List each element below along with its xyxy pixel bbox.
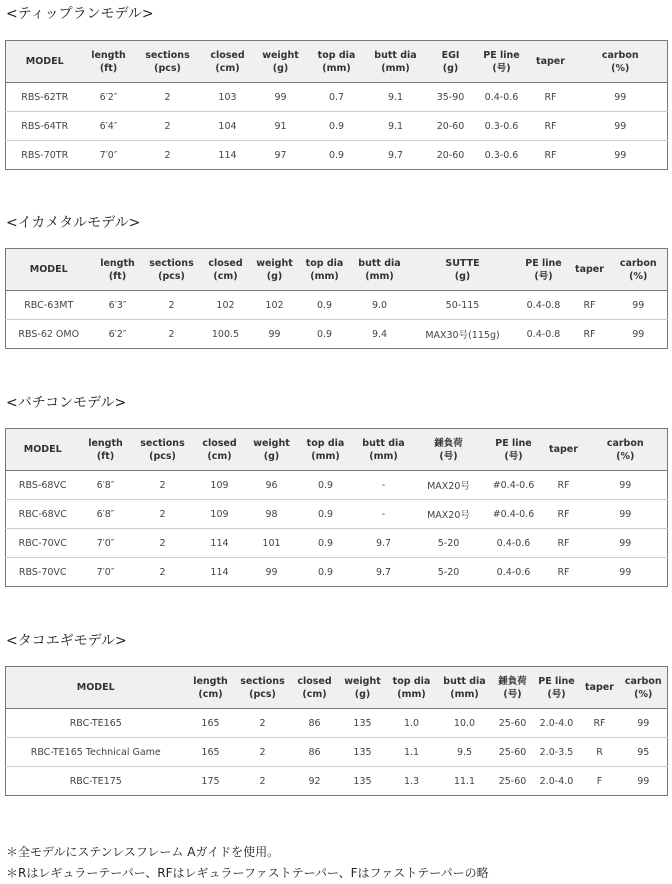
column-header-text: (ft) (96, 450, 115, 462)
column-header (200, 249, 252, 291)
spec-cell: 91 (254, 112, 308, 141)
column-header-text: MODEL (23, 444, 62, 455)
spec-cell: 25-60 (492, 709, 534, 738)
spec-cell: 99 (610, 291, 668, 320)
spec-cell: MAX20号 (414, 500, 484, 529)
spec-cell: 99 (584, 558, 668, 587)
column-header (476, 41, 528, 83)
table-row (6, 767, 668, 796)
section-title: <イカメタルモデル> (6, 215, 141, 231)
column-header (414, 429, 484, 471)
model-cell: RBC-TE165 Technical Game (6, 738, 186, 767)
column-header-text: length (88, 437, 123, 449)
column-header (298, 249, 352, 291)
header-row (6, 249, 668, 291)
column-header (290, 667, 340, 709)
spec-cell: MAX20号 (414, 471, 484, 500)
spec-cell: 0.4-0.6 (484, 529, 544, 558)
column-header-text: (号) (439, 450, 458, 462)
column-header-text: (pcs) (158, 270, 185, 282)
column-header-text: (号) (503, 688, 522, 700)
column-header (202, 41, 254, 83)
spec-cell: 99 (574, 83, 668, 112)
spec-cell: #0.4-0.6 (484, 471, 544, 500)
column-header-text: (g) (442, 62, 459, 74)
column-header (144, 249, 200, 291)
spec-cell: 103 (202, 83, 254, 112)
spec-cell: RF (544, 500, 584, 529)
model-cell: RBC-TE175 (6, 767, 186, 796)
column-header (354, 429, 414, 471)
spec-cell: 2 (134, 112, 202, 141)
column-header-text: closed (210, 49, 245, 61)
column-header-text: top dia (392, 675, 431, 687)
spec-cell: 96 (246, 471, 298, 500)
column-header (518, 249, 570, 291)
column-header-text: (号) (504, 450, 523, 462)
spec-cell: RF (570, 291, 610, 320)
column-header-text: PE line (538, 675, 575, 687)
spec-cell: 135 (340, 709, 386, 738)
column-header (134, 41, 202, 83)
spec-cell: 7′0″ (80, 529, 132, 558)
column-header-text: closed (297, 675, 332, 687)
spec-cell: #0.4-0.6 (484, 500, 544, 529)
header-row (6, 429, 668, 471)
section-title: <タコエギモデル> (6, 633, 127, 649)
spec-cell: 2 (144, 320, 200, 349)
spec-cell: 0.4-0.8 (518, 320, 570, 349)
column-header-text: (cm) (198, 688, 223, 700)
column-header (544, 429, 584, 471)
column-header-text: weight (344, 675, 381, 687)
table-row (6, 112, 668, 141)
column-header-text: taper (536, 56, 565, 67)
column-header (610, 249, 668, 291)
spec-cell: 9.7 (366, 141, 426, 170)
column-header-text: (g) (266, 270, 283, 282)
spec-cell: RF (528, 83, 574, 112)
column-header (6, 429, 80, 471)
model-cell: RBS-70VC (6, 558, 80, 587)
spec-cell: 99 (610, 320, 668, 349)
column-header-text: (号) (547, 688, 566, 700)
table-row (6, 500, 668, 529)
model-cell: RBC-63MT (6, 291, 92, 320)
column-header-text: taper (549, 444, 578, 455)
column-header-text: weight (253, 437, 290, 449)
column-header (84, 41, 134, 83)
spec-cell: 99 (252, 320, 298, 349)
column-header (584, 429, 668, 471)
spec-cell: 114 (202, 141, 254, 170)
spec-cell: 104 (202, 112, 254, 141)
section-title: <バチコンモデル> (6, 395, 127, 411)
spec-cell: 6′4″ (84, 112, 134, 141)
column-header-text: MODEL (76, 682, 115, 693)
column-header-text: (%) (611, 62, 630, 74)
spec-cell: 5-20 (414, 529, 484, 558)
model-cell: RBS-64TR (6, 112, 84, 141)
spec-cell: 1.3 (386, 767, 438, 796)
spec-cell: - (354, 500, 414, 529)
table-row (6, 738, 668, 767)
spec-cell: 95 (620, 738, 668, 767)
spec-cell: 109 (194, 500, 246, 529)
table-row (6, 558, 668, 587)
spec-cell: 0.9 (298, 558, 354, 587)
column-header (426, 41, 476, 83)
spec-cell: 9.1 (366, 83, 426, 112)
spec-cell: 2 (132, 558, 194, 587)
column-header-text: sections (240, 675, 285, 687)
column-header-text: (mm) (365, 270, 394, 282)
spec-cell: 20-60 (426, 112, 476, 141)
spec-cell: 0.3-0.6 (476, 141, 528, 170)
spec-cell: 0.7 (308, 83, 366, 112)
column-header (6, 249, 92, 291)
spec-cell: 165 (186, 709, 236, 738)
column-header (438, 667, 492, 709)
footnote: ＊全モデルにステンレスフレーム Aガイドを使用。 (6, 845, 280, 859)
table-row (6, 529, 668, 558)
spec-cell: 0.3-0.6 (476, 112, 528, 141)
column-header (352, 249, 408, 291)
spec-cell: 165 (186, 738, 236, 767)
column-header (6, 667, 186, 709)
spec-cell: 109 (194, 471, 246, 500)
spec-cell: RF (580, 709, 620, 738)
spec-cell: 6′8″ (80, 471, 132, 500)
column-header-text: PE line (525, 257, 562, 269)
spec-cell: 101 (246, 529, 298, 558)
column-header-text: (mm) (369, 450, 398, 462)
spec-cell: 10.0 (438, 709, 492, 738)
column-header (570, 249, 610, 291)
spec-cell: 7′0″ (84, 141, 134, 170)
column-header (366, 41, 426, 83)
spec-cell: 2 (132, 500, 194, 529)
model-cell: RBC-70VC (6, 529, 80, 558)
column-header-text: (mm) (322, 62, 351, 74)
spec-cell: 6′3″ (92, 291, 144, 320)
column-header (580, 667, 620, 709)
spec-cell: 6′2″ (84, 83, 134, 112)
spec-cell: 99 (584, 500, 668, 529)
spec-cell: 1.0 (386, 709, 438, 738)
spec-cell: 2 (132, 529, 194, 558)
spec-cell: 99 (620, 709, 668, 738)
spec-cell: - (354, 471, 414, 500)
column-header-text: closed (208, 257, 243, 269)
spec-cell: 0.9 (298, 500, 354, 529)
footnote: ＊Rはレギュラーテーパー、RFはレギュラーファストテーパー、Fはファストテーパーの略 (6, 866, 489, 880)
spec-cell: 0.4-0.6 (484, 558, 544, 587)
spec-cell: 6′8″ (80, 500, 132, 529)
column-header-text: sections (145, 49, 190, 61)
column-header-text: (号) (492, 62, 511, 74)
spec-cell: 99 (574, 141, 668, 170)
column-header-text: weight (262, 49, 299, 61)
spec-cell: 97 (254, 141, 308, 170)
column-header-text: (g) (263, 450, 280, 462)
column-header (340, 667, 386, 709)
column-header-text: butt dia (443, 675, 486, 687)
column-header (80, 429, 132, 471)
spec-cell: 102 (252, 291, 298, 320)
spec-cell: RF (544, 558, 584, 587)
column-header (6, 41, 84, 83)
spec-cell: 99 (574, 112, 668, 141)
spec-cell: 2 (236, 709, 290, 738)
column-header (484, 429, 544, 471)
model-cell: RBS-62TR (6, 83, 84, 112)
column-header-text: (pcs) (149, 450, 176, 462)
column-header (528, 41, 574, 83)
column-header-text: (g) (454, 270, 471, 282)
column-header-text: carbon (624, 675, 662, 687)
column-header-text: PE line (495, 437, 532, 449)
spec-cell: 2 (132, 471, 194, 500)
spec-cell: 100.5 (200, 320, 252, 349)
spec-cell: 25-60 (492, 738, 534, 767)
spec-cell: 25-60 (492, 767, 534, 796)
spec-cell: RF (544, 529, 584, 558)
column-header (194, 429, 246, 471)
column-header (492, 667, 534, 709)
spec-cell: 2.0-3.5 (534, 738, 580, 767)
spec-cell: 114 (194, 529, 246, 558)
spec-cell: 175 (186, 767, 236, 796)
header-row (6, 667, 668, 709)
spec-cell: 98 (246, 500, 298, 529)
spec-cell: 2 (236, 738, 290, 767)
table-row (6, 709, 668, 738)
spec-cell: 99 (584, 529, 668, 558)
spec-cell: 2 (134, 83, 202, 112)
column-header (386, 667, 438, 709)
column-header-text: (cm) (213, 270, 238, 282)
column-header-text: top dia (305, 257, 344, 269)
spec-cell: 0.9 (298, 291, 352, 320)
spec-cell: 9.7 (354, 529, 414, 558)
table-row (6, 320, 668, 349)
spec-cell: 9.5 (438, 738, 492, 767)
column-header-text: MODEL (29, 264, 68, 275)
spec-cell: 2.0-4.0 (534, 709, 580, 738)
spec-cell: 5-20 (414, 558, 484, 587)
spec-cell: 2.0-4.0 (534, 767, 580, 796)
column-header-text: length (193, 675, 228, 687)
column-header-text: (mm) (397, 688, 426, 700)
spec-cell: 2 (134, 141, 202, 170)
column-header (92, 249, 144, 291)
column-header (298, 429, 354, 471)
spec-cell: 0.9 (298, 471, 354, 500)
column-header-text: MODEL (25, 56, 64, 67)
spec-table-tiprun (5, 40, 668, 170)
column-header-text: (%) (629, 270, 648, 282)
column-header-text: (ft) (108, 270, 127, 282)
model-cell: RBC-68VC (6, 500, 80, 529)
column-header-text: (pcs) (249, 688, 276, 700)
spec-cell: 9.4 (352, 320, 408, 349)
header-row (6, 41, 668, 83)
column-header (246, 429, 298, 471)
column-header-text: carbon (606, 437, 644, 449)
column-header-text: (%) (634, 688, 653, 700)
column-header-text: sections (140, 437, 185, 449)
spec-cell: 11.1 (438, 767, 492, 796)
spec-cell: 0.9 (308, 141, 366, 170)
spec-cell: 35-90 (426, 83, 476, 112)
column-header-text: carbon (619, 257, 657, 269)
column-header-text: sections (149, 257, 194, 269)
spec-cell: 102 (200, 291, 252, 320)
spec-table-bachikon (5, 428, 668, 587)
spec-cell: RF (528, 112, 574, 141)
spec-cell: 7′0″ (80, 558, 132, 587)
column-header-text: butt dia (362, 437, 405, 449)
column-header-text: (cm) (302, 688, 327, 700)
column-header (254, 41, 308, 83)
spec-cell: 9.7 (354, 558, 414, 587)
column-header-text: SUTTE (445, 257, 480, 269)
table-row (6, 291, 668, 320)
column-header-text: taper (585, 682, 614, 693)
spec-cell: RF (544, 471, 584, 500)
spec-cell: RF (570, 320, 610, 349)
spec-cell: R (580, 738, 620, 767)
column-header (620, 667, 668, 709)
column-header-text: length (91, 49, 126, 61)
column-header-text: (g) (272, 62, 289, 74)
column-header (534, 667, 580, 709)
column-header-text: top dia (306, 437, 345, 449)
column-header (308, 41, 366, 83)
model-cell: RBS-68VC (6, 471, 80, 500)
spec-cell: 0.9 (298, 320, 352, 349)
column-header-text: (mm) (311, 450, 340, 462)
spec-cell: 86 (290, 709, 340, 738)
spec-table-takoegi (5, 666, 668, 796)
column-header (186, 667, 236, 709)
column-header-text: (mm) (450, 688, 479, 700)
column-header-text: length (100, 257, 135, 269)
column-header-text: 錘負荷 (498, 675, 527, 687)
spec-cell: 2 (236, 767, 290, 796)
column-header-text: (mm) (310, 270, 339, 282)
column-header-text: EGI (441, 49, 460, 61)
model-cell: RBS-70TR (6, 141, 84, 170)
spec-cell: 0.4-0.8 (518, 291, 570, 320)
spec-cell: 135 (340, 767, 386, 796)
spec-cell: 0.9 (308, 112, 366, 141)
column-header-text: (mm) (381, 62, 410, 74)
table-row (6, 471, 668, 500)
spec-cell: 9.0 (352, 291, 408, 320)
column-header-text: taper (575, 264, 604, 275)
column-header-text: (cm) (207, 450, 232, 462)
spec-cell: F (580, 767, 620, 796)
spec-cell: 86 (290, 738, 340, 767)
column-header (408, 249, 518, 291)
column-header-text: top dia (317, 49, 356, 61)
column-header-text: carbon (601, 49, 639, 61)
model-cell: RBC-TE165 (6, 709, 186, 738)
column-header-text: (pcs) (154, 62, 181, 74)
spec-cell: 0.9 (298, 529, 354, 558)
column-header-text: (号) (534, 270, 553, 282)
column-header-text: butt dia (358, 257, 401, 269)
spec-cell: 99 (620, 767, 668, 796)
column-header-text: 錘負荷 (434, 437, 463, 449)
column-header-text: (ft) (99, 62, 118, 74)
column-header-text: (g) (354, 688, 371, 700)
spec-cell: 92 (290, 767, 340, 796)
spec-cell: 135 (340, 738, 386, 767)
model-cell: RBS-62 OMO (6, 320, 92, 349)
column-header-text: (%) (616, 450, 635, 462)
column-header-text: weight (256, 257, 293, 269)
spec-cell: 99 (584, 471, 668, 500)
column-header (252, 249, 298, 291)
column-header (236, 667, 290, 709)
column-header-text: butt dia (374, 49, 417, 61)
spec-cell: 20-60 (426, 141, 476, 170)
spec-cell: 1.1 (386, 738, 438, 767)
spec-table-ikametal (5, 248, 668, 349)
column-header (574, 41, 668, 83)
spec-cell: 99 (254, 83, 308, 112)
column-header-text: (cm) (215, 62, 240, 74)
spec-cell: 0.4-0.6 (476, 83, 528, 112)
spec-cell: 2 (144, 291, 200, 320)
spec-cell: RF (528, 141, 574, 170)
column-header-text: closed (202, 437, 237, 449)
spec-cell: 99 (246, 558, 298, 587)
spec-cell: 9.1 (366, 112, 426, 141)
table-row (6, 83, 668, 112)
section-title: <ティップランモデル> (6, 6, 154, 22)
spec-cell: 6′2″ (92, 320, 144, 349)
column-header (132, 429, 194, 471)
spec-cell: 50-115 (408, 291, 518, 320)
spec-cell: MAX30号(115g) (408, 320, 518, 349)
table-row (6, 141, 668, 170)
spec-cell: 114 (194, 558, 246, 587)
column-header-text: PE line (483, 49, 520, 61)
